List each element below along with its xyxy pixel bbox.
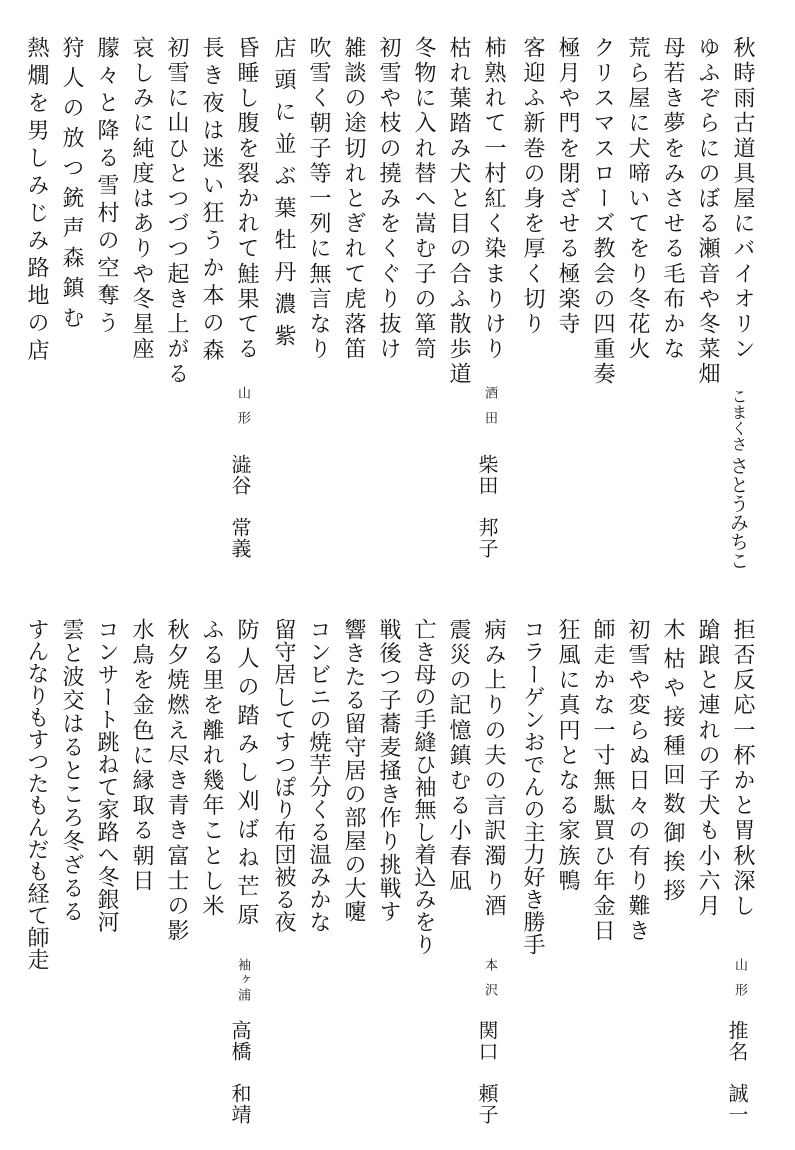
author-location: 酒田 — [482, 386, 497, 436]
author-name: 澁谷 常義 — [228, 454, 252, 559]
haiku-line: 初雪や枝の撓みをくぐり抜け — [376, 36, 401, 363]
author-name: 高橋 和靖 — [228, 1020, 252, 1125]
haiku-line: 初雪に山ひとつづつ起き上がる — [164, 36, 189, 388]
haiku-line: 狂風に真円となる家族鴨 — [555, 618, 580, 895]
haiku-line: ゆふぞらにのぼる瀬音や冬菜畑 — [695, 36, 720, 388]
haiku-line: 柿熟れて一村紅く染まりけり — [481, 36, 506, 363]
author-name: 関口 頼子 — [475, 1020, 499, 1125]
haiku-line: 枯れ葉踏み犬と目の合ふ散歩道 — [446, 36, 471, 388]
author-location: 本沢 — [482, 958, 497, 1008]
haiku-line: 響きたる留守居の部屋の大嚔 — [341, 618, 366, 924]
haiku-line: コンサート跳ねて家路へ冬銀河 — [94, 618, 119, 933]
haiku-line: 蹌踉と連れの子犬も小六月 — [695, 618, 720, 920]
haiku-line: 秋時雨古道具屋にバイオリン — [730, 36, 755, 363]
haiku-line: 震災の記憶鎮むる小春凪 — [446, 618, 471, 895]
author-location: 山形 — [235, 386, 250, 436]
author-name: 推名 誠一 — [725, 1020, 749, 1125]
author-name: 柴田 邦子 — [475, 454, 499, 559]
haiku-line: クリスマスローズ教会の四重奏 — [590, 36, 615, 388]
haiku-line: 戦後つ子蕎麦掻き作り挑戦す — [376, 618, 401, 924]
author-location: こまくさ — [729, 388, 748, 452]
haiku-line: 病み上りの夫の言訳濁り酒 — [481, 618, 506, 920]
haiku-line: 熱燗を男しみじみ路地の店 — [24, 36, 49, 366]
haiku-line: 秋夕焼燃え尽き青き富士の影 — [164, 618, 189, 945]
haiku-line: 極月や門を閉ざせる極楽寺 — [555, 36, 580, 338]
haiku-line: すんなりもすつたもんだも経て師走 — [24, 618, 49, 970]
lower-half — [0, 618, 795, 1138]
haiku-line: 冬物に入れ替へ嵩む子の箪笥 — [411, 36, 436, 363]
haiku-line: 朦々と降る雪村の空奪う — [94, 36, 119, 339]
haiku-line: 雑談の途切れとぎれて虎落笛 — [341, 36, 366, 363]
author-name: さとうみちこ — [727, 456, 749, 570]
haiku-line: 荒ら屋に犬啼いてをり冬花火 — [625, 36, 650, 363]
haiku-line: 防人の踏みし刈ばね芒原 — [234, 618, 259, 932]
haiku-line: 留守居してすつぽり布団被る夜 — [271, 618, 296, 933]
haiku-line: 哀しみに純度はありや冬星座 — [129, 36, 154, 363]
haiku-line: 拒否反応一杯かと胃秋深し — [730, 618, 755, 920]
haiku-line: 亡き母の手縫ひ袖無し着込みをり — [411, 618, 436, 956]
haiku-line: ふる里を離れ幾年ことし米 — [199, 618, 224, 920]
haiku-line: 雲と波交はるところ冬ざるる — [59, 618, 84, 924]
haiku-line: 水鳥を金色に縁取る朝日 — [129, 618, 154, 895]
haiku-line: 木枯や接種回数御挨拶 — [660, 618, 685, 908]
haiku-line: 昏睡し腹を裂かれて鮭果てる — [234, 36, 259, 363]
haiku-line: 客迎ふ新巻の身を厚く切り — [520, 36, 545, 338]
author-location: 袖ヶ浦 — [235, 958, 250, 1003]
upper-half — [0, 36, 795, 576]
haiku-line: 初雪や変らぬ日々の有り難き — [625, 618, 650, 945]
haiku-line: コラーゲンおでんの主力好き勝手 — [520, 618, 545, 956]
haiku-line: 吹雪く朝子等一列に無言なり — [306, 36, 331, 363]
haiku-line: 師走かな一寸無駄買ひ年金日 — [590, 618, 615, 945]
author-location: 山形 — [732, 958, 747, 1008]
haiku-line: コンビニの焼芋分くる温みかな — [306, 618, 331, 933]
haiku-line: 長き夜は迷い狂うか本の森 — [199, 36, 224, 366]
haiku-line: 店頭に並ぶ葉牡丹濃紫 — [271, 36, 296, 356]
haiku-line: 母若き夢をみさせる毛布かな — [660, 36, 685, 363]
haiku-line: 狩人の放つ銃声森鎮む — [59, 36, 84, 336]
